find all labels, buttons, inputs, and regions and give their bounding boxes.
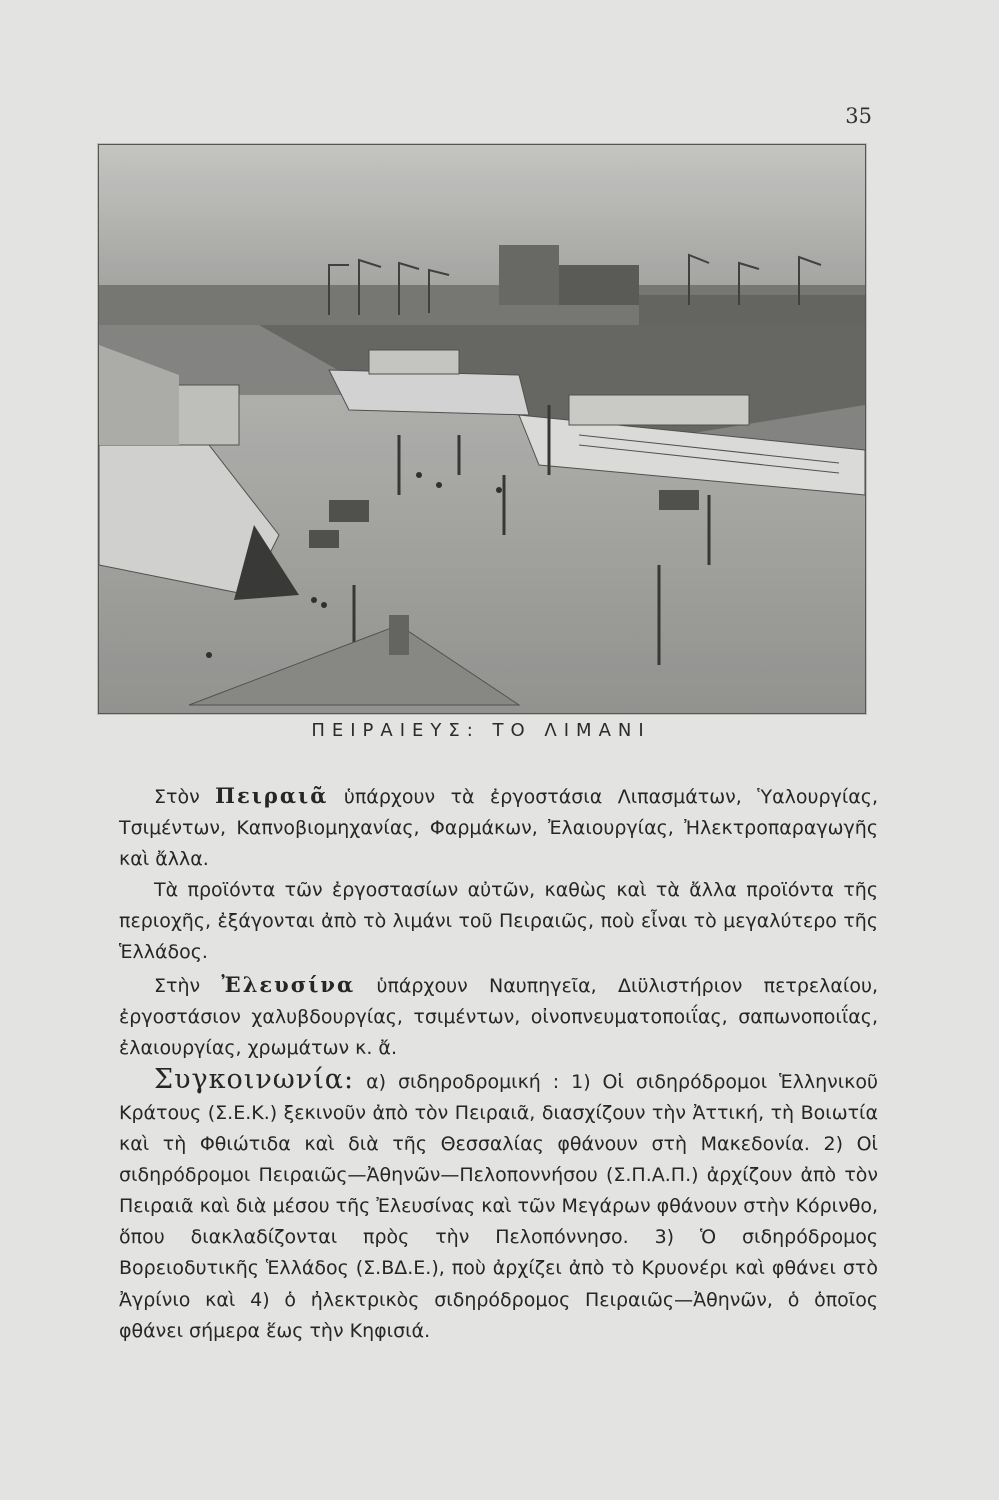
emphasized-place-name: Ἐλευσίνα	[221, 971, 356, 997]
paragraph-transport	[119, 1064, 878, 1347]
paragraph-text: Στὸν	[154, 786, 216, 808]
emphasized-place-name: Πειραιᾶ	[215, 783, 329, 808]
paragraph-text: α) σιδηροδρομική : 1) Οἱ σιδηρόδρομοι Ἑλληνικοῦ Κράτους (Σ.Ε.Κ.) ξεκινοῦν ἀπὸ τὸν Πειραιᾶ, διασχίζουν τὴν Ἀττική, τὴ Βοιωτία καὶ τὴ Φθιώτιδα καὶ διὰ τῆς Θεσσαλίας φθάνουν στὴ Μακεδονία. 2) Οἱ σιδηρόδρομοι Πειραιῶς—Ἀθηνῶν—Πελοποννήσου (Σ.Π.Α.Π.) ἀρχίζουν ἀπὸ τὸν Πειραιᾶ καὶ διὰ μέσου τῆς Ἐλευσίνας καὶ τῶν Μεγάρων φθάνουν στὴν Κόρινθο, ὅπου διακλαδίζονται πρὸς τὴν Πελοπόννησο. 3) Ὁ σιδηρόδρομος Βορειοδυτικῆς Ἑλλάδος (Σ.ΒΔ.Ε.), ποὺ ἀρχίζει ἀπὸ τὸ Κρυονέρι καὶ φθάνει στὸ Ἀγρίνιο καὶ 4) ὁ ἠλεκτρικὸς σιδηρόδρομος Πειραιῶς—Ἀθηνῶν, ὁ ὁποῖος φθάνει σήμερα ἕως τὴν Κηφισιά.	[119, 1070, 878, 1342]
paragraph-text: Στὴν	[154, 974, 222, 997]
section-heading: Συγκοινωνία:	[154, 1063, 355, 1095]
paragraph-products: Τὰ προϊόντα τῶν ἐργοστασίων αὐτῶν, καθὼς καὶ τὰ ἄλλα προϊόντα τῆς περιοχῆς, ἐξάγονται ἀπὸ τὸ λιμάνι τοῦ Πειραιῶς, ποὺ εἶναι τὸ μεγαλύτερο τῆς Ἑλλάδος.	[119, 879, 878, 964]
harbor-photograph	[98, 144, 866, 714]
paragraph-text: ὑπάρχουν τὰ ἐργοστάσια Λιπασμάτων, Ὑαλουργίας, Τσιμέντων, Καπνοβιομηχανίας, Φαρμάκων, Ἐλαιουργίας, Ἠλεκτροπαραγωγῆς καὶ ἄλλα.	[119, 786, 878, 871]
paragraph-piraeus	[119, 780, 878, 875]
page-number: 35	[845, 104, 872, 128]
photo-caption: ΠΕΙΡΑΙΕΥΣ: ΤΟ ΛΙΜΑΝΙ	[311, 720, 651, 741]
harbor-photograph-drawing	[99, 145, 865, 713]
paragraph-text: ὑπάρχουν Ναυπηγεῖα, Διϋλιστήριον πετρελαίου, ἐργοστάσιον χαλυβδουργίας, τσιμέντων, οἰνοπνευματοποιΐας, σαπωνοποιΐας, ἐλαιουργίας, χρωμάτων κ. ἄ.	[119, 974, 879, 1059]
paragraph-elefsina	[119, 969, 878, 1064]
body-text	[119, 780, 878, 1347]
